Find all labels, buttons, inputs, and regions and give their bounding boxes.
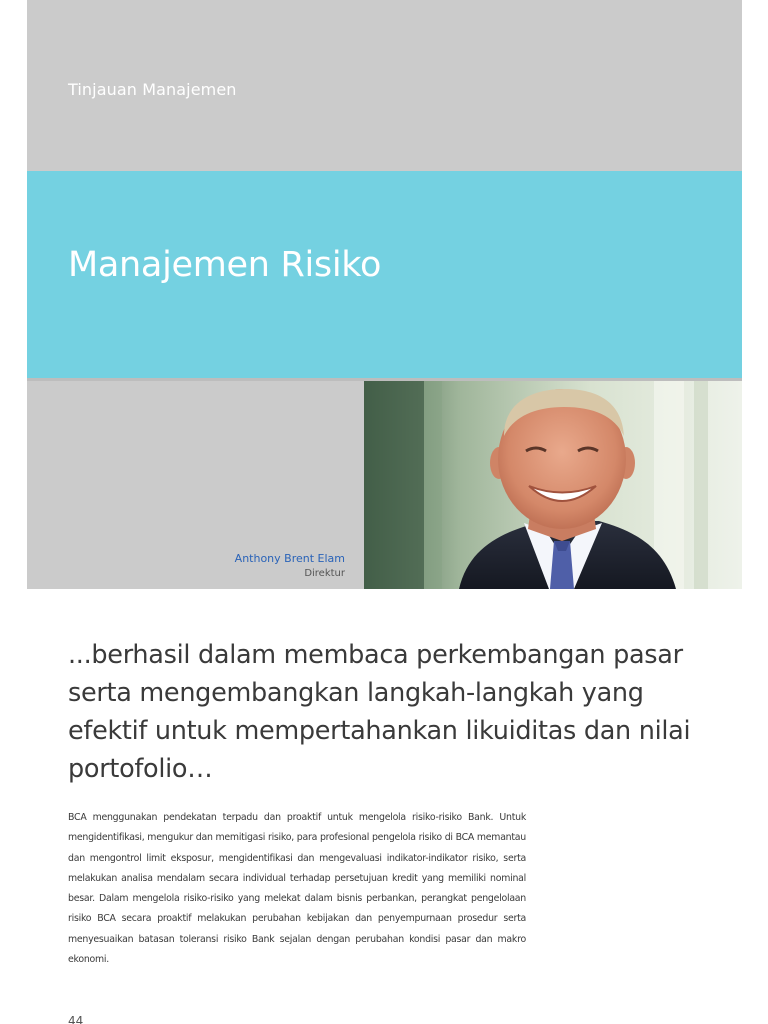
- section-label: Tinjauan Manajemen: [68, 80, 237, 99]
- pull-quote: ...berhasil dalam membaca perkembangan pasar serta mengembangkan langkah-langkah yang efektif untuk mempertahankan likuiditas dan nilai portofolio…: [68, 640, 691, 784]
- page-title: Manajemen Risiko: [68, 245, 382, 285]
- header-band: [27, 0, 742, 171]
- portrait-caption-name: Anthony Brent Elam: [234, 552, 345, 565]
- title-band: [27, 171, 742, 378]
- page-number: 44: [68, 1014, 84, 1024]
- portrait-caption-role: Direktur: [304, 568, 345, 579]
- photo-band: [27, 378, 742, 589]
- director-portrait-photo: [364, 381, 742, 589]
- body-paragraph: BCA menggunakan pendekatan terpadu dan proaktif untuk mengelola risiko-risiko Bank. Untuk mengidentifikasi, mengukur dan memitigasi risiko, para profesional pengelola risiko di BCA memantau dan mengontrol limit eksposur, mengidentifikasi dan mengevaluasi indikator-indikator risiko, serta melakukan analisa mendalam secara individual terhadap persetujuan kredit yang memiliki nominal besar. Dalam mengelola risiko-risiko yang melekat dalam bisnis perbankan, perangkat pengelolaan risiko BCA secara proaktif melakukan perubahan kebijakan dan penyempurnaan prosedur serta menyesuaikan batasan toleransi risiko Bank sejalan dengan perubahan kondisi pasar dan makro ekonomi.: [68, 812, 526, 966]
